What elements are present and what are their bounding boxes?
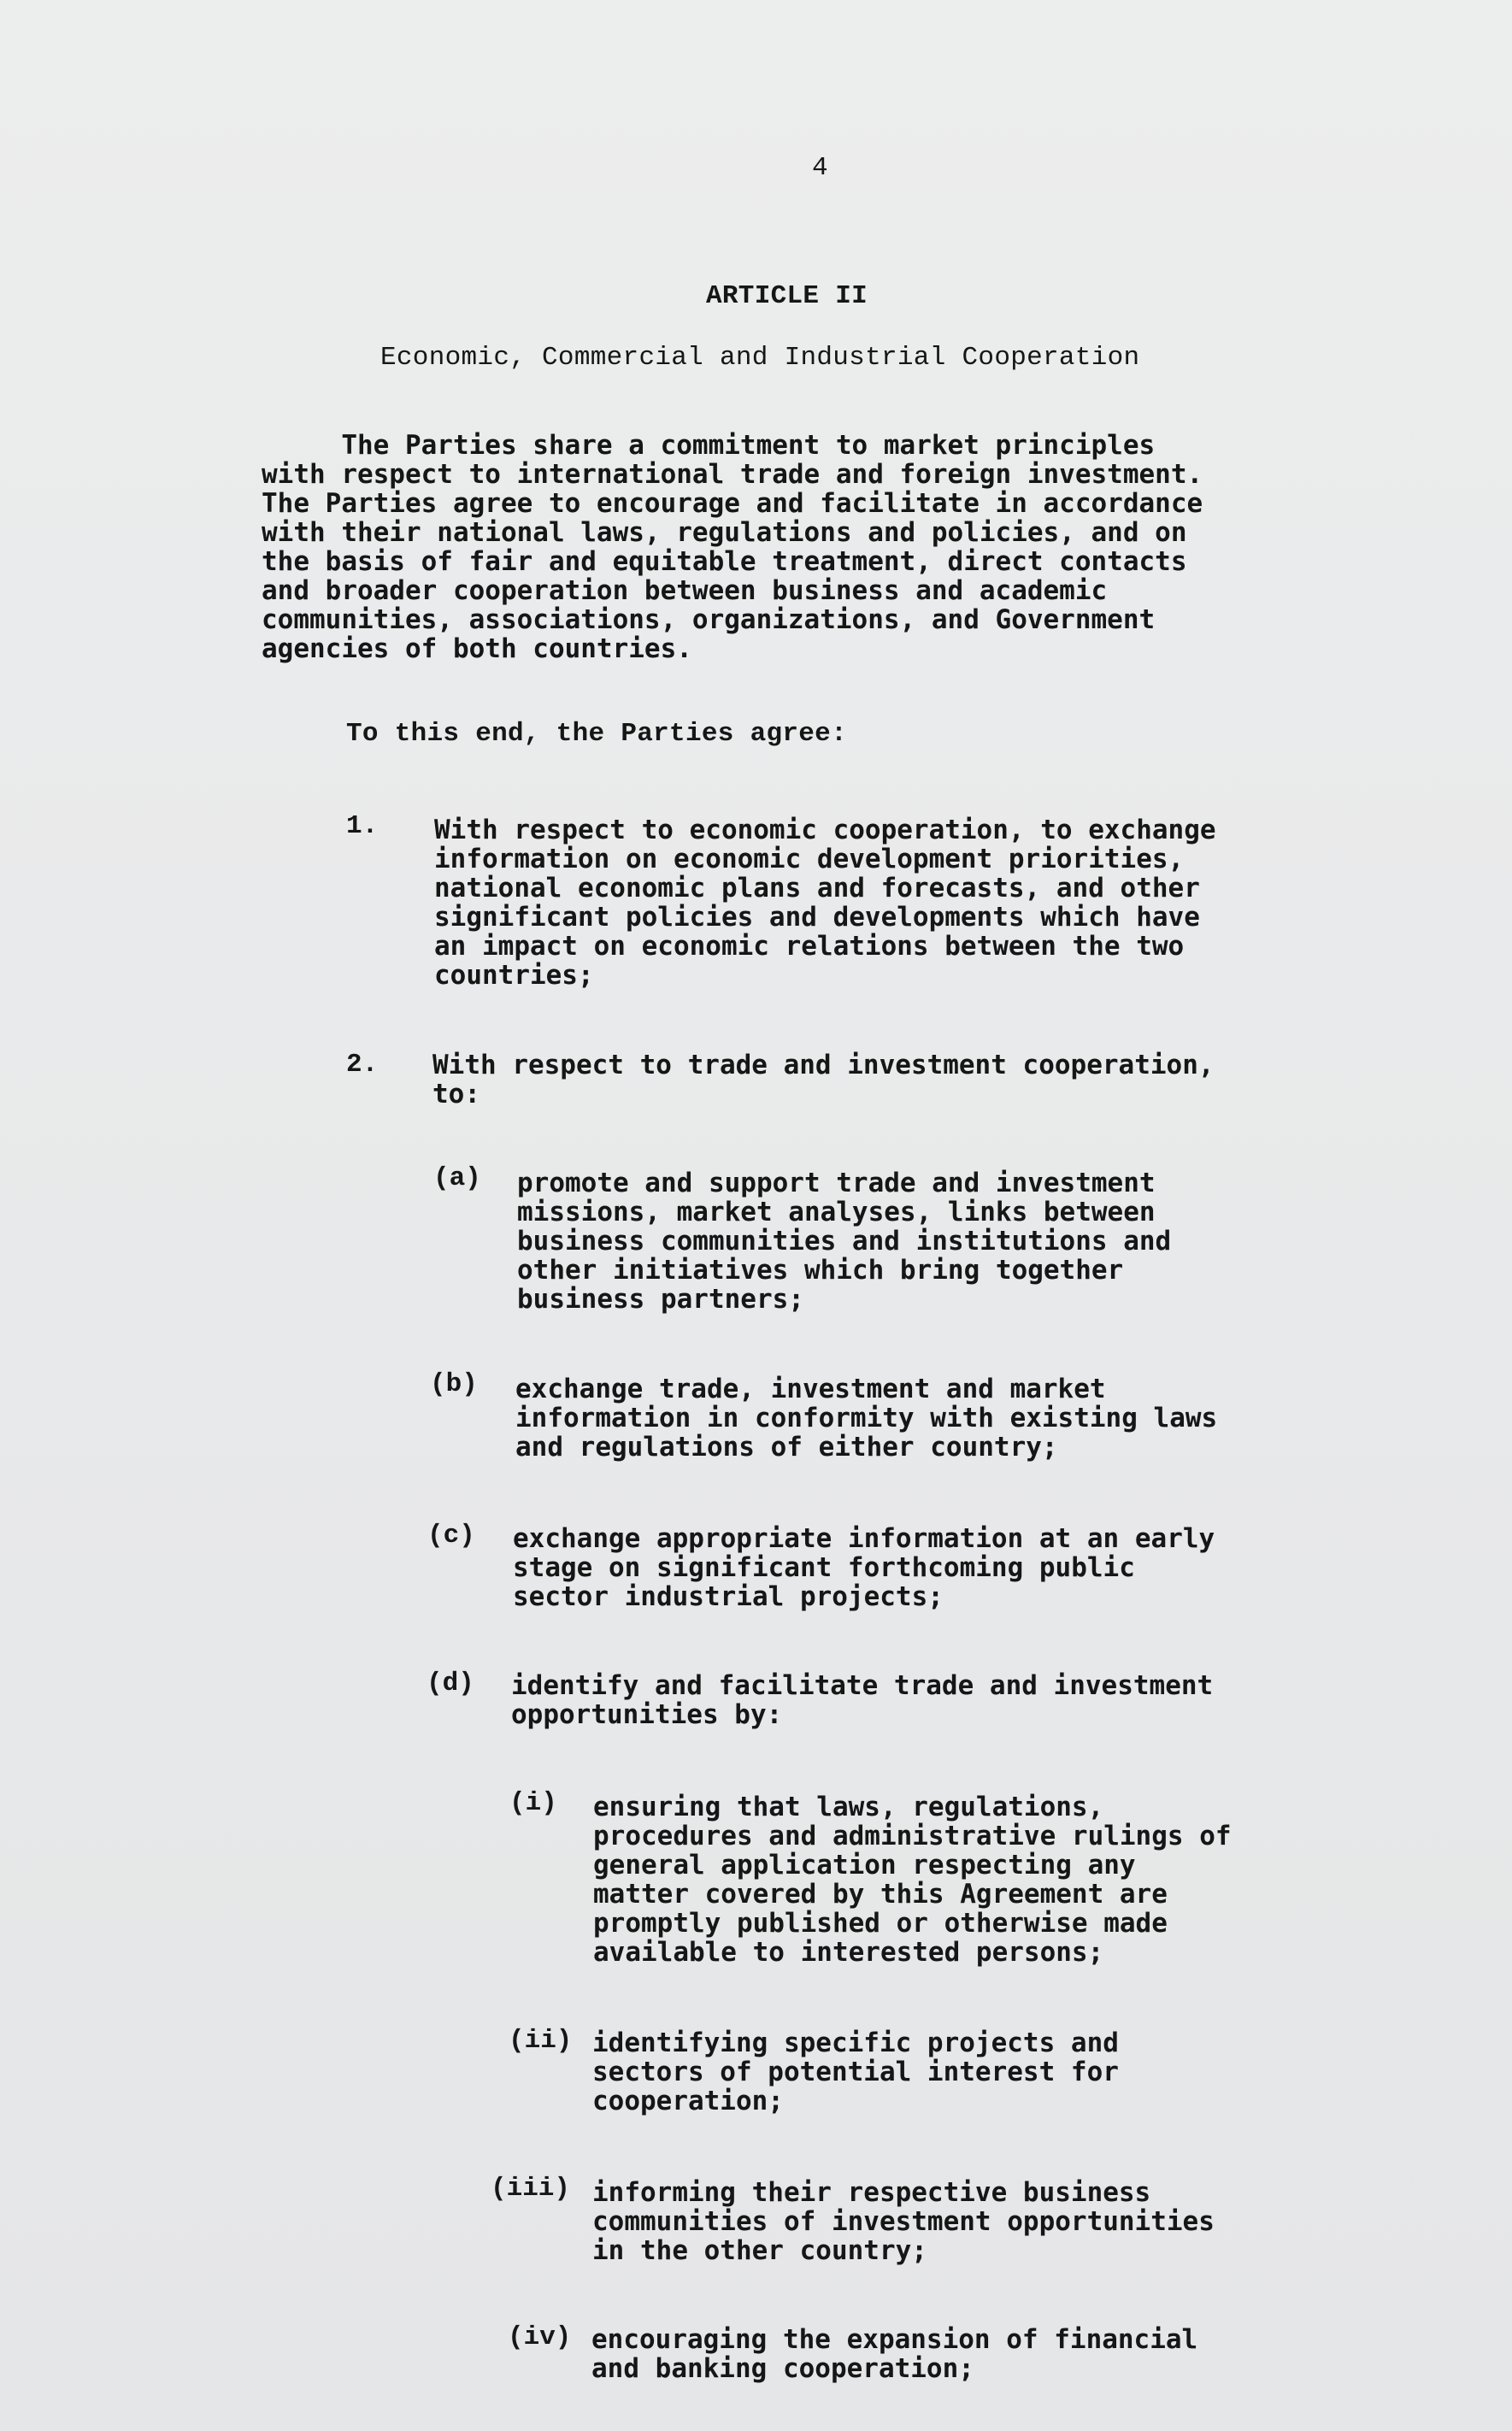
article-subtitle: Economic, Commercial and Industrial Cooperation — [380, 343, 1140, 373]
list-item-1: With respect to economic cooperation, to exchange information on economic development priorities, national economic plans and forecasts, and other significant policies and developments which have an impact on economic relations between the two countries; — [434, 815, 1216, 991]
subitem-b: exchange trade, investment and market information in conformity with existing laws and regulations of either country; — [515, 1374, 1218, 1463]
subitem-a: promote and support trade and investment missions, market analyses, links between business communities and institutions and other initiatives which bring together business partners; — [517, 1168, 1172, 1315]
subitem-d: identify and facilitate trade and investment opportunities by: — [511, 1670, 1214, 1730]
subsubitem-marker: (iii) — [491, 2174, 571, 2204]
intro-paragraph: The Parties share a commitment to market principles with respect to international trade and foreign investment. The Parties agree to encourage and facilitate in accordance with their national laws, regulations and policies, and on the basis of fair and equitable treatment, direct contacts and broader cooperation between business and academic communities, associations, organizations, and Government agencies of both countries. — [262, 430, 1203, 664]
subitem-c: exchange appropriate information at an early stage on significant forthcoming public sector industrial projects; — [513, 1523, 1215, 1612]
page-number: 4 — [812, 153, 828, 183]
subitem-marker: (b) — [430, 1369, 478, 1399]
subsubitem-marker: (i) — [509, 1788, 557, 1818]
item-marker: 2. — [346, 1050, 379, 1080]
subsubitem-marker: (iv) — [508, 2322, 572, 2352]
subitem-marker: (c) — [427, 1521, 475, 1551]
list-item-2: With respect to trade and investment cooperation, to: — [432, 1050, 1215, 1110]
subsubitem-iii: informing their respective business communities of investment opportunities in the other country; — [592, 2177, 1215, 2266]
subitem-marker: (d) — [427, 1669, 474, 1698]
subsubitem-marker: (ii) — [509, 2026, 573, 2056]
item-marker: 1. — [346, 811, 379, 841]
subsubitem-iv: encouraging the expansion of financial and banking cooperation; — [591, 2324, 1198, 2384]
subitem-marker: (a) — [433, 1163, 481, 1193]
subsubitem-ii: identifying specific projects and sectors of potential interest for cooperation; — [592, 2028, 1119, 2116]
subsubitem-i: ensuring that laws, regulations, procedures and administrative rulings of general application respecting any matter covered by this Agreement are promptly published or otherwise made available to interested persons; — [593, 1792, 1232, 1968]
article-heading: ARTICLE II — [706, 281, 868, 311]
lead-in-text: To this end, the Parties agree: — [346, 719, 847, 749]
